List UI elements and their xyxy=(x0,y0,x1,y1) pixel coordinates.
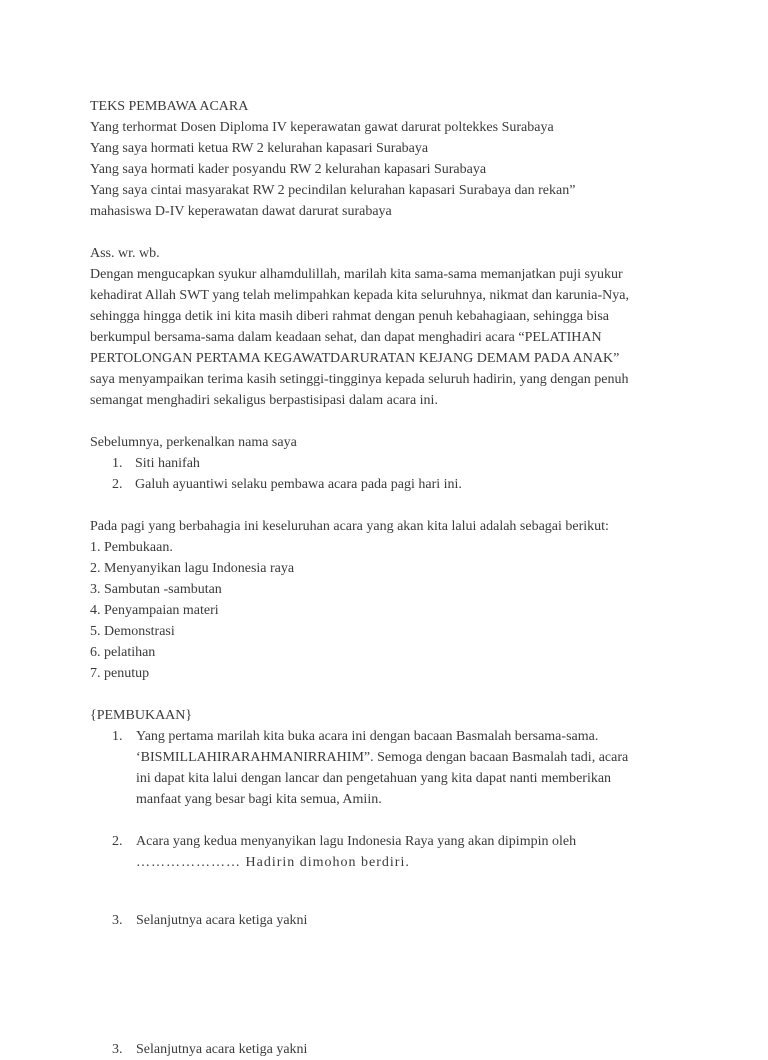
step-line: manfaat yang besar bagi kita semua, Amiin. xyxy=(136,792,382,807)
greeting-line: Yang saya hormati ketua RW 2 kelurahan kapasari Surabaya xyxy=(90,141,429,156)
step-number: 3. xyxy=(112,1042,123,1057)
section-heading: {PEMBUKAAN} xyxy=(90,708,193,723)
opening-line: kehadirat Allah SWT yang telah melimpahkan kepada kita seluruhnya, nikmat dan karunia-Nya, xyxy=(90,288,629,303)
step-line: Selanjutnya acara ketiga yakni xyxy=(136,1042,308,1057)
agenda-item: 1. Pembukaan. xyxy=(90,540,173,555)
step-line: Selanjutnya acara ketiga yakni xyxy=(136,913,308,928)
intro-item-text: Galuh ayuantiwi selaku pembawa acara pada pagi hari ini. xyxy=(135,477,462,492)
agenda-heading: Pada pagi yang berbahagia ini keseluruhan acara yang akan kita lalui adalah sebagai berikut: xyxy=(90,519,609,534)
agenda-item: 6. pelatihan xyxy=(90,645,156,660)
greeting-line: Yang saya cintai masyarakat RW 2 pecindilan kelurahan kapasari Surabaya dan rekan” xyxy=(90,183,576,198)
opening-line: saya menyampaikan terima kasih setinggi-tingginya kepada seluruh hadirin, yang dengan penuh xyxy=(90,372,629,387)
step-line: ………………… Hadirin dimohon berdiri. xyxy=(136,855,410,870)
opening-line: PERTOLONGAN PERTAMA KEGAWATDARURATAN KEJANG DEMAM PADA ANAK” xyxy=(90,351,620,366)
step-line: ‘BISMILLAHIRARAHMANIRRAHIM”. Semoga dengan bacaan Basmalah tadi, acara xyxy=(136,750,629,765)
step-item xyxy=(90,1039,690,1060)
opening-line: sehingga hingga detik ini kita masih diberi rahmat dengan penuh kebahagiaan, sehingga bisa xyxy=(90,309,610,324)
intro-item-text: Siti hanifah xyxy=(135,456,200,471)
step-item xyxy=(90,726,690,810)
opening-line: Dengan mengucapkan syukur alhamdulillah, marilah kita sama-sama memanjatkan puji syukur xyxy=(90,267,623,282)
agenda-item: 2. Menyanyikan lagu Indonesia raya xyxy=(90,561,295,576)
greeting-line: mahasiswa D-IV keperawatan dawat darurat surabaya xyxy=(90,204,392,219)
step-line: Yang pertama marilah kita buka acara ini dengan bacaan Basmalah bersama-sama. xyxy=(136,729,599,744)
agenda-item: 5. Demonstrasi xyxy=(90,624,175,639)
step-item xyxy=(90,831,690,873)
step-line: Acara yang kedua menyanyikan lagu Indonesia Raya yang akan dipimpin oleh xyxy=(136,834,577,849)
step-number: 1. xyxy=(112,729,123,744)
greeting-line: Yang terhormat Dosen Diploma IV keperawatan gawat darurat poltekkes Surabaya xyxy=(90,120,554,135)
agenda-item: 7. penutup xyxy=(90,666,150,681)
salam-line: Ass. wr. wb. xyxy=(90,246,160,261)
intro-item xyxy=(90,453,690,474)
opening-line: semangat menghadiri sekaligus berpastisipasi dalam acara ini. xyxy=(90,393,438,408)
agenda-item: 3. Sambutan -sambutan xyxy=(90,582,222,597)
intro-item xyxy=(90,474,690,495)
opening-line: berkumpul bersama-sama dalam keadaan sehat, dan dapat menghadiri acara “PELATIHAN xyxy=(90,330,602,345)
greeting-line: Yang saya hormati kader posyandu RW 2 kelurahan kapasari Surabaya xyxy=(90,162,487,177)
intro-item-number: 1. xyxy=(112,456,123,471)
agenda-item: 4. Penyampaian materi xyxy=(90,603,219,618)
intro-heading: Sebelumnya, perkenalkan nama saya xyxy=(90,435,297,450)
step-number: 3. xyxy=(112,913,123,928)
step-line: ini dapat kita lalui dengan lancar dan pengetahuan yang kita dapat nanti memberikan xyxy=(136,771,612,786)
step-number: 2. xyxy=(112,834,123,849)
document-page xyxy=(90,96,690,1060)
document-title: TEKS PEMBAWA ACARA xyxy=(90,99,249,114)
intro-item-number: 2. xyxy=(112,477,123,492)
step-item xyxy=(90,910,690,931)
